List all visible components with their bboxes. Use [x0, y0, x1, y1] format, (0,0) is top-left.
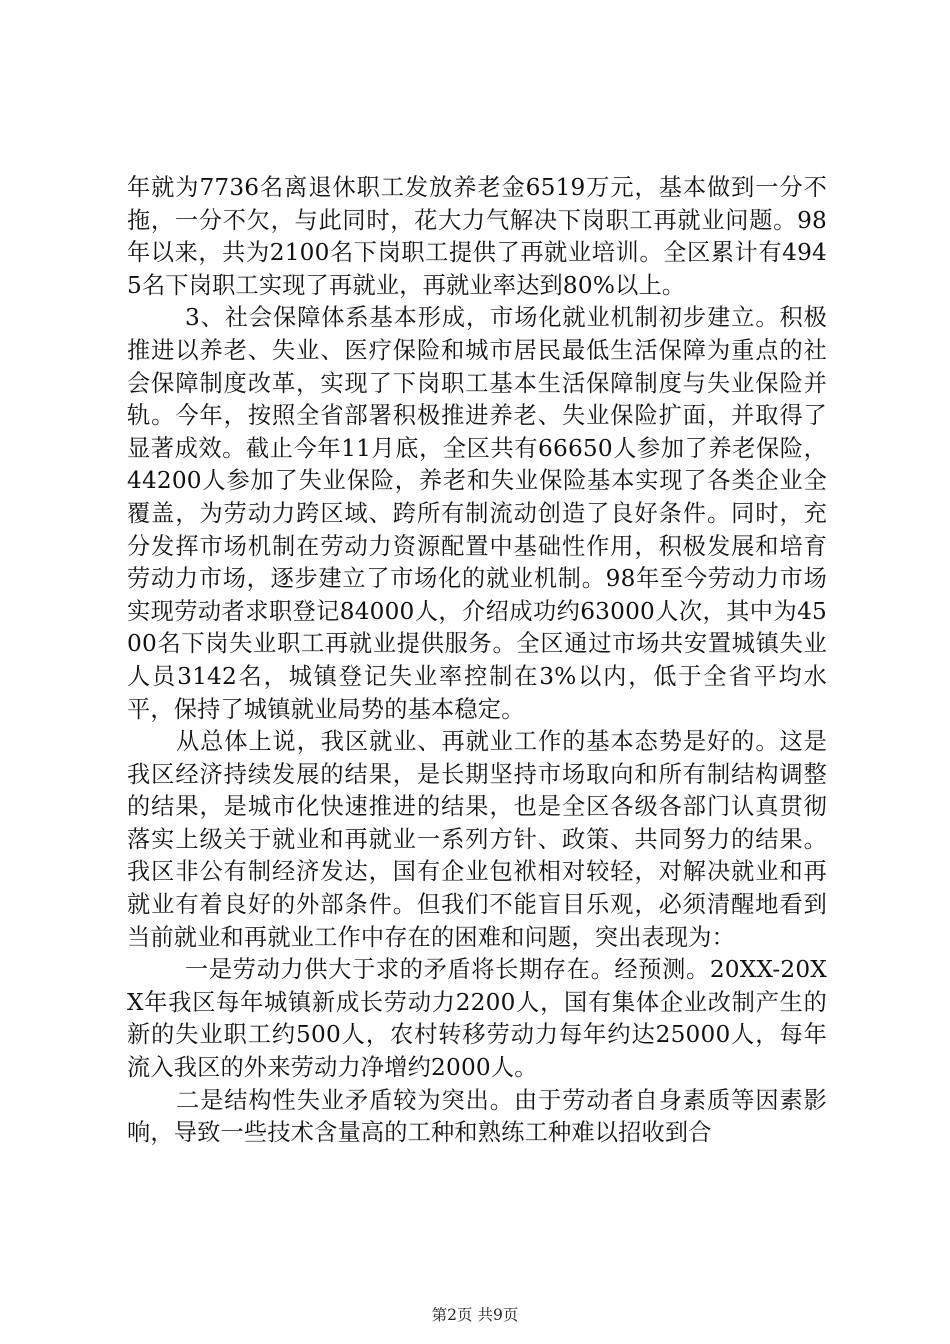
document-body	[127, 172, 827, 1150]
paragraph-labor-supply: 一是劳动力供大于求的矛盾将长期存在。经预测。20XX-20XX年我区每年城镇新成长劳动力2200人，国有集体企业改制产生的新的失业职工约500人，农村转移劳动力每年约达25000人，每年流入我区的外来劳动力净增约2000人。	[127, 956, 827, 1082]
page-number-label: 第2页 共9页	[431, 1306, 519, 1324]
paragraph-structural-unemployment: 二是结构性失业矛盾较为突出。由于劳动者自身素质等因素影响，导致一些技术含量高的工种和熟练工种难以招收到合	[127, 1086, 827, 1147]
paragraph-social-security: 3、社会保障体系基本形成，市场化就业机制初步建立。积极推进以养老、失业、医疗保险和城市居民最低生活保障为重点的社会保障制度改革，实现了下岗职工基本生活保障制度与失业保险并轨。今年，按照全省部署积极推进养老、失业保险扩面，并取得了显著成效。截止今年11月底，全区共有66650人参加了养老保险，44200人参加了失业保险，养老和失业保险基本实现了各类企业全覆盖，为劳动力跨区域、跨所有制流动创造了良好条件。同时，充分发挥市场机制在劳动力资源配置中基础性作用，积极发展和培育劳动力市场，逐步建立了市场化的就业机制。98年至今劳动力市场实现劳动者求职登记84000人，介绍成功约63000人次，其中为4500名下岗失业职工再就业提供服务。全区通过市场共安置城镇失业人员3142名，城镇登记失业率控制在3%以内，低于全省平均水平，保持了城镇就业局势的基本稳定。	[127, 304, 827, 723]
paragraph-pension-continued: 年就为7736名离退休职工发放养老金6519万元，基本做到一分不拖，一分不欠，与此同时，花大力气解决下岗职工再就业问题。98年以来，共为2100名下岗职工提供了再就业培训。全区累计有4945名下岗职工实现了再就业，再就业率达到80%以上。	[127, 174, 827, 299]
page-footer	[0, 1305, 950, 1325]
paragraph-overall-assessment: 从总体上说，我区就业、再就业工作的基本态势是好的。这是我区经济持续发展的结果，是长期坚持市场取向和所有制结构调整的结果，是城市化快速推进的结果，也是全区各级各部门认真贯彻落实上级关于就业和再就业一系列方针、政策、共同努力的结果。我区非公有制经济发达，国有企业包袱相对较轻，对解决就业和再就业有着良好的外部条件。但我们不能盲目乐观，必须清醒地看到当前就业和再就业工作中存在的困难和问题，突出表现为：	[127, 728, 827, 951]
